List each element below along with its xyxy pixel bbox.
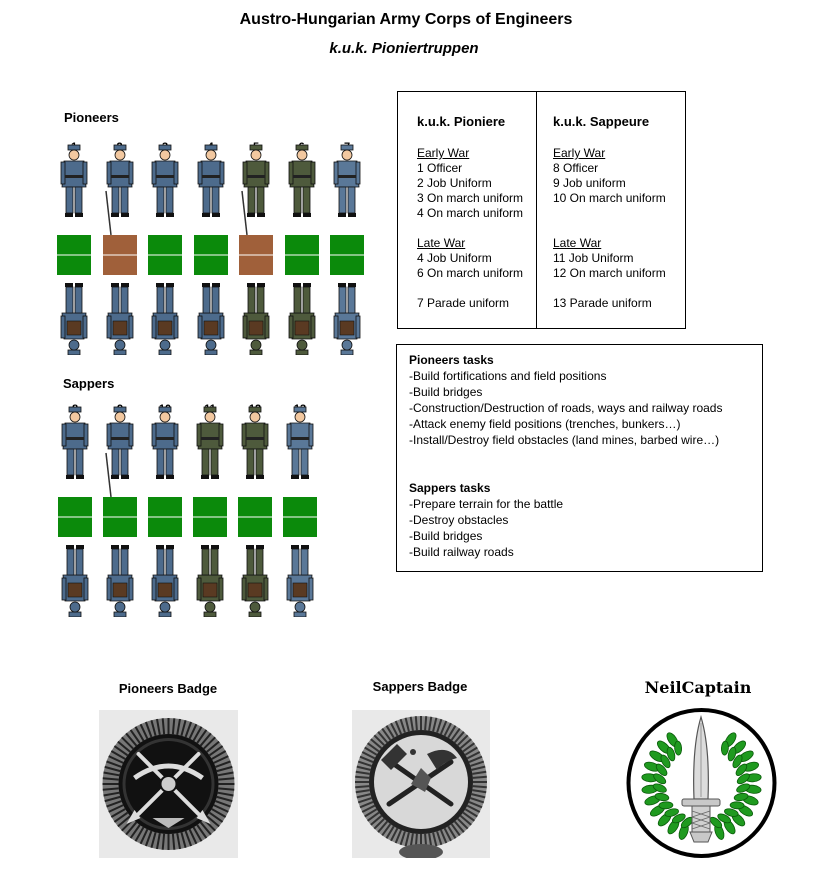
task-item: -Build bridges [409,529,483,543]
task-item: -Attack enemy field positions (trenches, bunkers…) [409,417,681,431]
page-subtitle: k.u.k. Pioniertruppen [329,40,479,57]
sappeure-late-item: 11 Job Uniform [553,251,634,265]
page-title: Austro-Hungarian Army Corps of Engineers [239,11,573,28]
figure-miniature [148,405,182,617]
pioneers-badge-title: Pioneers Badge [118,681,218,696]
pioneers-badge [99,710,238,858]
sappers-badge [352,710,490,858]
uniform-table [397,91,686,329]
sappers-tasks-heading: Sappers tasks [409,481,491,495]
tasks-box [396,344,763,572]
figure-miniature [194,143,228,355]
sappeure-early-item: 9 Job uniform [553,176,626,190]
sappeure-early-label: Early War [553,146,606,160]
pioniere-late-item: 6 On march uniform [417,266,524,280]
task-item: -Install/Destroy field obstacles (land mines, barbed wire…) [409,433,720,447]
figure-miniature [238,405,272,617]
sappeure-early-item: 8 Officer [553,161,599,175]
pioniere-early-item: 3 On march uniform [417,191,524,205]
figure-miniature [103,143,137,355]
pioniere-parade: 7 Parade uniform [417,296,510,310]
sappers-label: Sappers [63,376,115,391]
pioniere-late-item: 4 Job Uniform [417,251,492,265]
sappeure-parade: 13 Parade uniform [553,296,652,310]
task-item: -Construction/Destruction of roads, ways and railway roads [409,401,723,415]
task-item: -Build bridges [409,385,483,399]
author-signature: NeilCaptain [644,678,752,697]
figure-miniature [103,405,137,617]
figure-miniature [330,143,364,355]
pioneers-tasks [409,352,722,448]
pioniere-early-item: 4 On march uniform [417,206,524,220]
pioniere-late-label: Late War [417,236,466,250]
figure-miniature [193,405,227,617]
pioniere-heading: k.u.k. Pioniere [417,114,506,129]
pioneers-tasks-heading: Pioneers tasks [409,353,494,367]
figure-miniature [148,143,182,355]
sappers-tasks [409,480,563,560]
table-divider [536,92,537,328]
author-emblem [626,707,777,859]
pioniere-early-item: 1 Officer [417,161,463,175]
sappeure-early-item: 10 On march uniform [553,191,666,205]
sappeure-heading: k.u.k. Sappeure [553,114,650,129]
sappeure-late-label: Late War [553,236,602,250]
task-item: -Prepare terrain for the battle [409,497,564,511]
task-item: -Destroy obstacles [409,513,509,527]
pioniere-early-item: 2 Job Uniform [417,176,492,190]
figure-miniature [58,405,92,617]
pioniere-early-label: Early War [417,146,470,160]
figure-miniature [283,405,317,617]
task-item: -Build railway roads [409,545,514,559]
task-item: -Build fortifications and field positions [409,369,607,383]
sappeure-late-item: 12 On march uniform [553,266,666,280]
figure-miniature [239,143,273,355]
sappers-badge-title: Sappers Badge [372,679,468,694]
pioneers-label: Pioneers [64,110,119,125]
figure-miniature [57,143,91,355]
figure-miniature [285,143,319,355]
